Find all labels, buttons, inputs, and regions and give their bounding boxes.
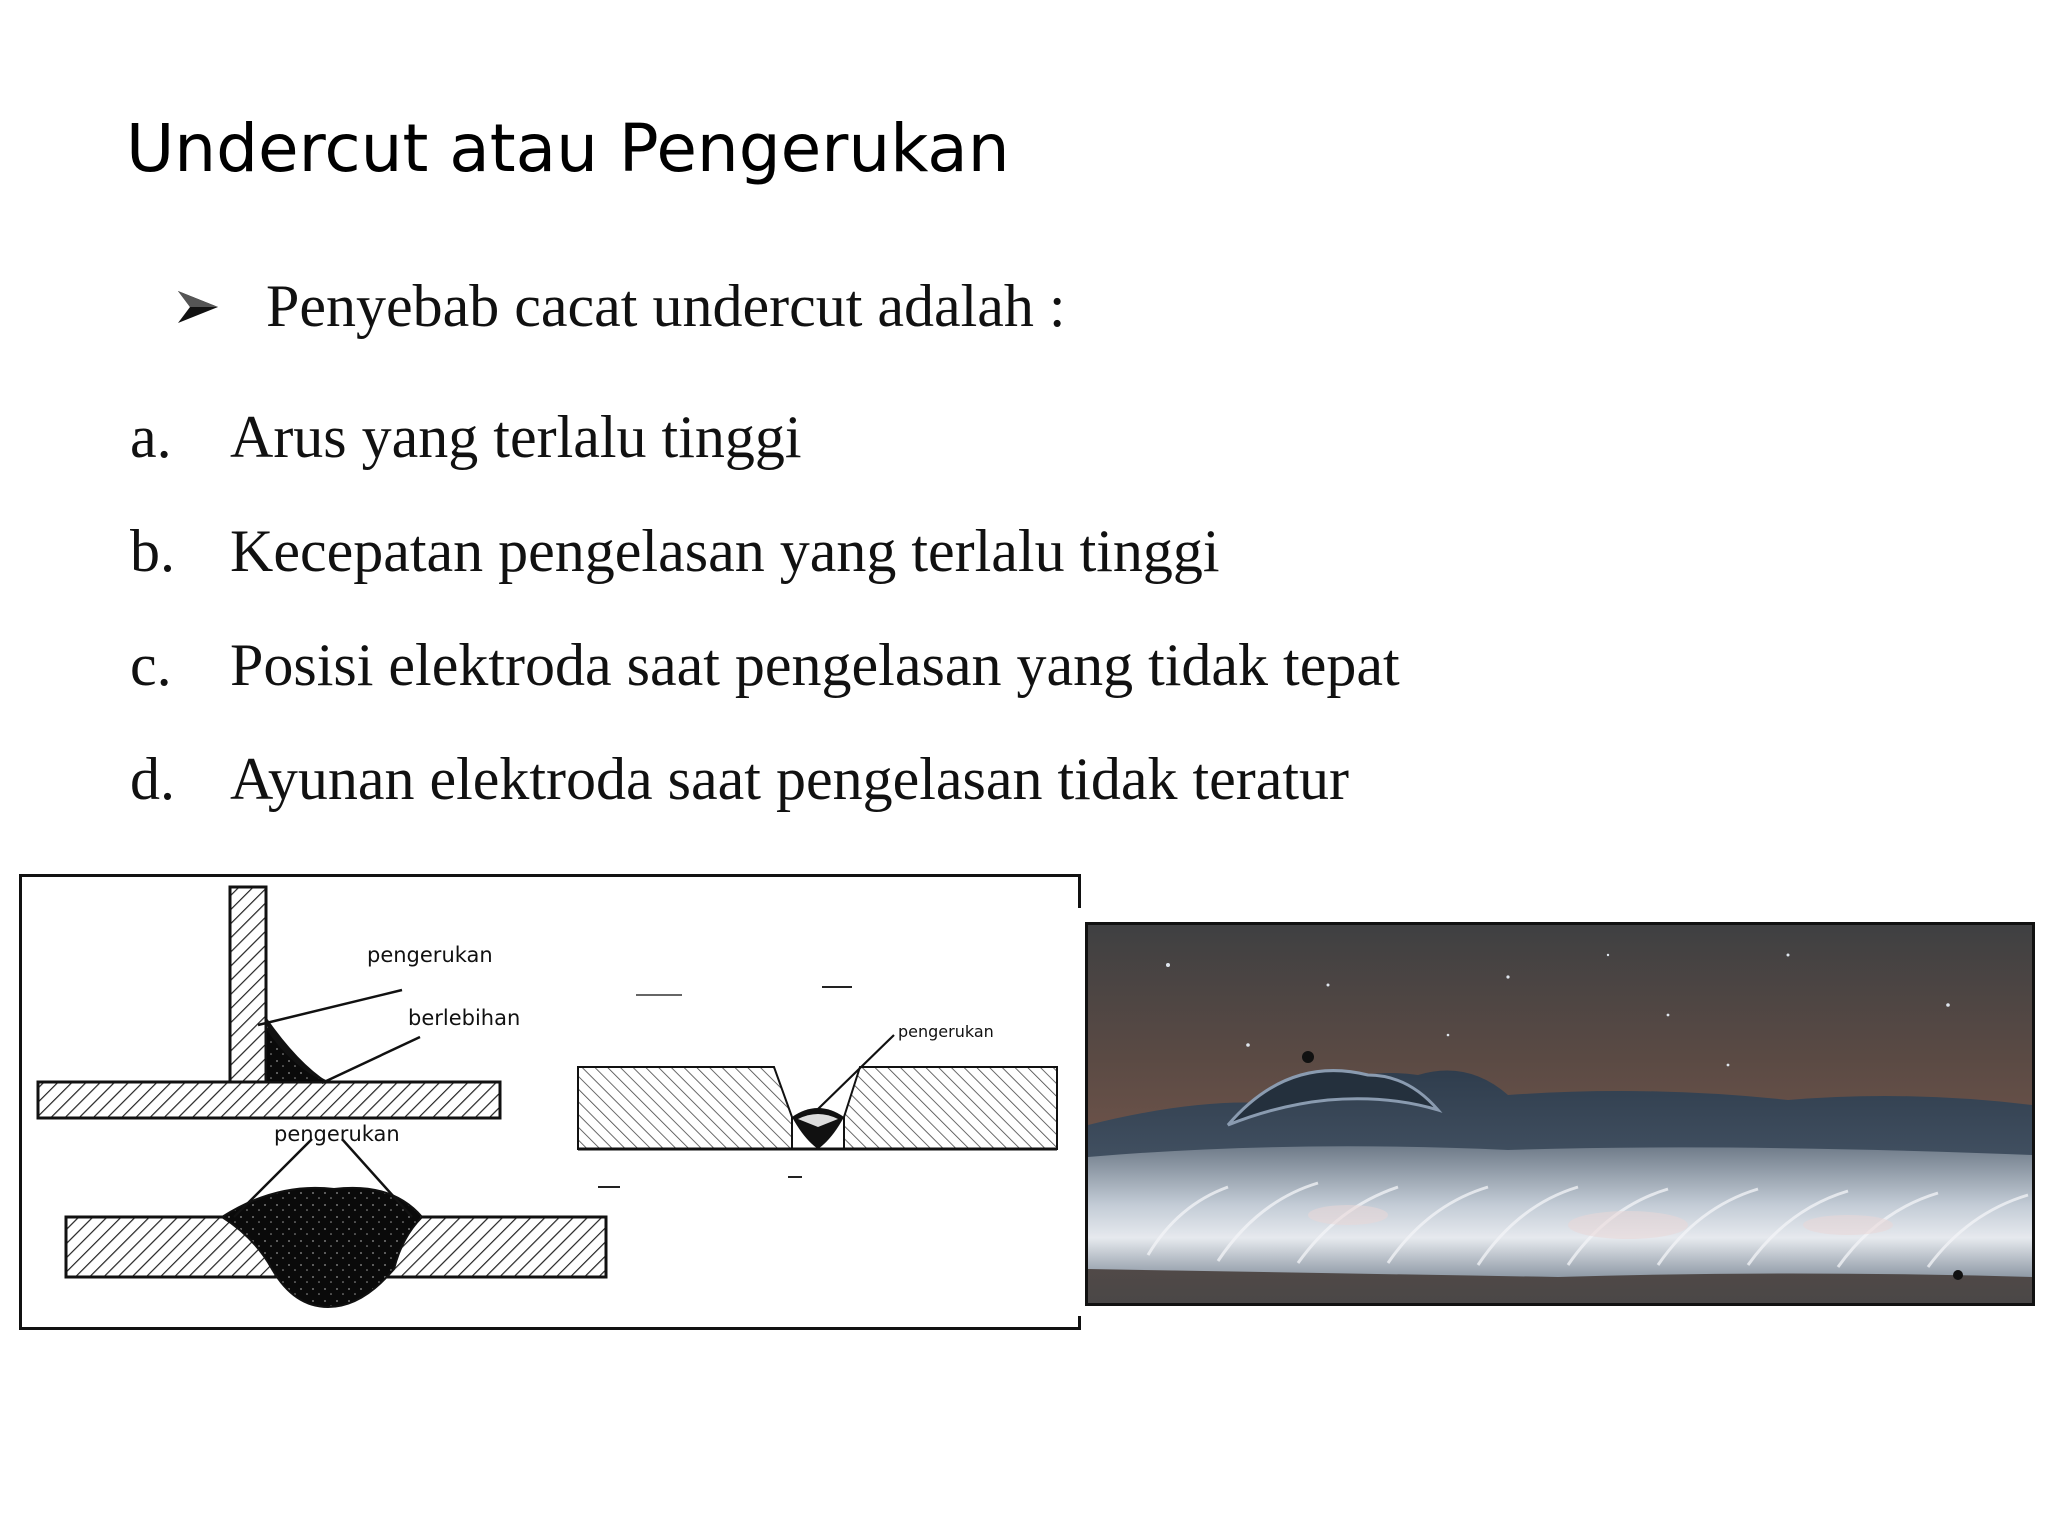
undercut-diagram-drawing bbox=[22, 877, 1081, 1327]
weld-bead-photo bbox=[1085, 922, 2035, 1306]
diagram-border-fragment bbox=[1078, 874, 1081, 908]
label-fillet-undercut: pengerukan bbox=[367, 943, 493, 967]
list-marker: a. bbox=[130, 404, 172, 470]
list-text: Ayunan elektroda saat pengelasan tidak teratur bbox=[230, 746, 1350, 812]
list-item bbox=[130, 608, 1400, 722]
fillet-joint bbox=[38, 887, 520, 1118]
list-item bbox=[130, 380, 1400, 494]
list-marker: c. bbox=[130, 632, 172, 698]
diagram-border-fragment bbox=[1078, 1316, 1081, 1330]
list-marker: b. bbox=[130, 518, 175, 584]
label-excess: berlebihan bbox=[408, 1006, 521, 1030]
list-text: Kecepatan pengelasan yang terlalu tinggi bbox=[230, 518, 1220, 584]
groove-joint bbox=[578, 987, 1057, 1187]
butt-joint bbox=[66, 1122, 606, 1307]
list-item bbox=[130, 494, 1400, 608]
label-groove-undercut: pengerukan bbox=[898, 1022, 994, 1041]
undercut-diagram bbox=[19, 874, 1081, 1330]
list-item bbox=[130, 722, 1400, 836]
weld-bead-image bbox=[1088, 925, 2032, 1303]
slide-title: Undercut atau Pengerukan bbox=[126, 110, 1010, 187]
label-butt-undercut: pengerukan bbox=[274, 1122, 400, 1146]
lead-line bbox=[176, 272, 1066, 341]
arrow-bullet-icon bbox=[176, 287, 220, 327]
cause-list bbox=[130, 380, 1400, 836]
list-marker: d. bbox=[130, 746, 175, 812]
list-text: Posisi elektroda saat pengelasan yang tidak tepat bbox=[230, 632, 1400, 698]
lead-text: Penyebab cacat undercut adalah : bbox=[266, 273, 1066, 339]
list-text: Arus yang terlalu tinggi bbox=[230, 404, 802, 470]
